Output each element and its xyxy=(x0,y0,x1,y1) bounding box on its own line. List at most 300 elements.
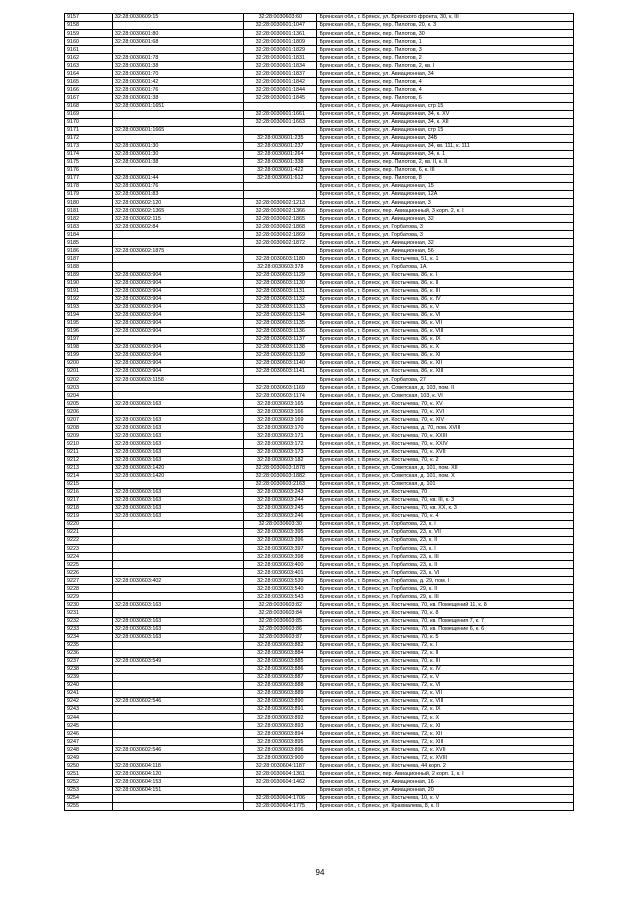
address-cell: Брянская обл., г. Брянск, пер. Авиационный, 3 корп. 2, к. I xyxy=(317,207,574,215)
land-cadastral-number-cell: 32:28:0030603:163 xyxy=(112,424,243,432)
land-cadastral-number-cell: 32:28:0030601:68 xyxy=(112,38,243,46)
table-row xyxy=(65,118,574,126)
object-cadastral-number-cell: 32:28:0030604:1462 xyxy=(244,778,317,786)
address-cell: Брянская обл., г. Брянск, ул. Горбатова, 23, к. I xyxy=(317,520,574,528)
table-row xyxy=(65,174,574,182)
row-number-cell: 9241 xyxy=(65,689,113,697)
object-cadastral-number-cell: 32:28:0030602:1872 xyxy=(244,239,317,247)
land-cadastral-number-cell xyxy=(112,134,243,142)
row-number-cell: 9168 xyxy=(65,102,113,110)
row-number-cell: 9197 xyxy=(65,335,113,343)
object-cadastral-number-cell: 32:28:0030601:1663 xyxy=(244,118,317,126)
row-number-cell: 9215 xyxy=(65,480,113,488)
object-cadastral-number-cell: 32:28:0030604:1187 xyxy=(244,762,317,770)
address-cell: Брянская обл., г. Брянск, ул. Костычева, 72, к. I xyxy=(317,641,574,649)
object-cadastral-number-cell: 32:28:0030604:1775 xyxy=(244,802,317,810)
land-cadastral-number-cell: 32:28:0030603:163 xyxy=(112,496,243,504)
address-cell: Брянская обл., г. Брянск, ул. Авиационная, 32 xyxy=(317,239,574,247)
object-cadastral-number-cell: 32:28:0030603:165 xyxy=(244,400,317,408)
object-cadastral-number-cell: 32:28:0030601:1809 xyxy=(244,38,317,46)
table-row xyxy=(65,786,574,794)
object-cadastral-number-cell: 32:28:0030603:182 xyxy=(244,456,317,464)
address-cell: Брянская обл., г. Брянск, пер. Пилотов, 1 xyxy=(317,38,574,46)
object-cadastral-number-cell: 32:28:0030601:612 xyxy=(244,174,317,182)
land-cadastral-number-cell: 32:28:0030603:163 xyxy=(112,488,243,496)
row-number-cell: 9162 xyxy=(65,54,113,62)
address-cell: Брянская обл., г. Брянск, ул. Костычева, 72, к. V xyxy=(317,673,574,681)
object-cadastral-number-cell: 32:28:0030602:1865 xyxy=(244,215,317,223)
object-cadastral-number-cell: 32:28:0030601:235 xyxy=(244,134,317,142)
object-cadastral-number-cell: 32:28:0030604:1361 xyxy=(244,770,317,778)
table-row xyxy=(65,657,574,665)
land-cadastral-number-cell: 32:28:0030603:163 xyxy=(112,504,243,512)
address-cell: Брянская обл., г. Брянск, ул. Горбатова, 1А xyxy=(317,263,574,271)
address-cell: Брянская обл., г. Брянск, ул. Горбатова, 3 xyxy=(317,223,574,231)
object-cadastral-number-cell: 32:28:0030603:882 xyxy=(244,641,317,649)
row-number-cell: 9167 xyxy=(65,94,113,102)
address-cell: Брянская обл., г. Брянск, ул. Костычева, 86, к. II xyxy=(317,279,574,287)
address-cell: Брянская обл., г. Брянск, ул. Костычева, 70, к. 4 xyxy=(317,512,574,520)
address-cell: Брянская обл., г. Брянск, ул. Костычева, 72, к. IX xyxy=(317,706,574,714)
address-cell: Брянская обл., г. Брянск, ул. Советская, д. 103, пом. II xyxy=(317,384,574,392)
row-number-cell: 9198 xyxy=(65,343,113,351)
table-row xyxy=(65,62,574,70)
row-number-cell: 9237 xyxy=(65,657,113,665)
land-cadastral-number-cell: 32:28:0030603:904 xyxy=(112,368,243,376)
object-cadastral-number-cell: 32:28:0030603:1882 xyxy=(244,472,317,480)
land-cadastral-number-cell: 32:28:0030603:163 xyxy=(112,633,243,641)
land-cadastral-number-cell: 32:28:0030603:904 xyxy=(112,360,243,368)
table-row xyxy=(65,295,574,303)
row-number-cell: 9157 xyxy=(65,14,113,22)
object-cadastral-number-cell: 32:28:0030603:892 xyxy=(244,714,317,722)
land-cadastral-number-cell: 32:28:0030603:904 xyxy=(112,287,243,295)
land-cadastral-number-cell xyxy=(112,802,243,810)
row-number-cell: 9174 xyxy=(65,150,113,158)
address-cell: Брянская обл., г. Брянск, ул. Костычева, 86, к. III xyxy=(317,287,574,295)
address-cell: Брянская обл., г. Брянск, ул. Костычева, 86, к. IV xyxy=(317,295,574,303)
object-cadastral-number-cell: 32:28:0030603:397 xyxy=(244,545,317,553)
table-row xyxy=(65,617,574,625)
object-cadastral-number-cell: 32:28:0030601:1844 xyxy=(244,86,317,94)
land-cadastral-number-cell xyxy=(112,794,243,802)
address-cell: Брянская обл., г. Брянск, ул. Горбатова, 23, к. VII xyxy=(317,529,574,537)
object-cadastral-number-cell: 32:28:0030603:1133 xyxy=(244,303,317,311)
table-row xyxy=(65,673,574,681)
table-row xyxy=(65,593,574,601)
address-cell: Брянская обл., г. Брянск, ул. Костычева, 72, к. X xyxy=(317,714,574,722)
table-row xyxy=(65,247,574,255)
land-cadastral-number-cell xyxy=(112,585,243,593)
object-cadastral-number-cell: 32:28:0030603:245 xyxy=(244,504,317,512)
row-number-cell: 9219 xyxy=(65,512,113,520)
table-row xyxy=(65,351,574,359)
table-row xyxy=(65,215,574,223)
land-cadastral-number-cell: 32:28:0030603:904 xyxy=(112,327,243,335)
table-row xyxy=(65,360,574,368)
object-cadastral-number-cell: 32:28:0030603:169 xyxy=(244,416,317,424)
land-cadastral-number-cell: 32:28:0030603:904 xyxy=(112,343,243,351)
land-cadastral-number-cell xyxy=(112,545,243,553)
address-cell: Брянская обл., г. Брянск, ул. Авиационная, 15 xyxy=(317,182,574,190)
table-row xyxy=(65,738,574,746)
land-cadastral-number-cell: 32:28:0030603:904 xyxy=(112,303,243,311)
address-cell: Брянская обл., г. Брянск, ул. Костычева, 70 xyxy=(317,488,574,496)
table-row xyxy=(65,311,574,319)
object-cadastral-number-cell: 32:28:0030601:264 xyxy=(244,150,317,158)
object-cadastral-number-cell: 32:28:0030601:1831 xyxy=(244,54,317,62)
row-number-cell: 9208 xyxy=(65,424,113,432)
table-row xyxy=(65,456,574,464)
table-row xyxy=(65,327,574,335)
object-cadastral-number-cell: 32:28:0030603:895 xyxy=(244,738,317,746)
row-number-cell: 9203 xyxy=(65,384,113,392)
address-cell: Брянская обл., г. Брянск, ул. Авиационная, 12А xyxy=(317,191,574,199)
object-cadastral-number-cell: 32:28:0030603:893 xyxy=(244,722,317,730)
row-number-cell: 9188 xyxy=(65,263,113,271)
address-cell: Брянская обл., г. Брянск, ул. Костычева, 86, к. VI xyxy=(317,311,574,319)
object-cadastral-number-cell: 32:28:0030601:338 xyxy=(244,158,317,166)
land-cadastral-number-cell xyxy=(112,520,243,528)
table-row xyxy=(65,416,574,424)
address-cell: Брянская обл., г. Брянск, ул. Костычева, 70, к. 8 xyxy=(317,609,574,617)
table-row xyxy=(65,46,574,54)
table-row xyxy=(65,770,574,778)
object-cadastral-number-cell: 32:28:0030603:540 xyxy=(244,585,317,593)
row-number-cell: 9245 xyxy=(65,722,113,730)
row-number-cell: 9244 xyxy=(65,714,113,722)
object-cadastral-number-cell: 32:28:0030603:885 xyxy=(244,657,317,665)
object-cadastral-number-cell xyxy=(244,126,317,134)
table-row xyxy=(65,633,574,641)
address-cell: Брянская обл., г. Брянск, ул. Авиационная, 34, к. XV xyxy=(317,110,574,118)
address-cell: Брянская обл., г. Брянск, ул. Костычева, 72, к. IV xyxy=(317,665,574,673)
address-cell: Брянская обл., г. Брянск, ул. Костычева, 86, к. XII xyxy=(317,360,574,368)
address-cell: Брянская обл., г. Брянск, ул. Горбатова, 23, к. VI xyxy=(317,569,574,577)
table-row xyxy=(65,231,574,239)
address-cell: Брянская обл., г. Брянск, ул. Костычева, 86, к. XI xyxy=(317,351,574,359)
land-cadastral-number-cell xyxy=(112,255,243,263)
land-cadastral-number-cell: 32:28:0030603:163 xyxy=(112,512,243,520)
row-number-cell: 9218 xyxy=(65,504,113,512)
object-cadastral-number-cell: 32:28:0030603:1180 xyxy=(244,255,317,263)
row-number-cell: 9240 xyxy=(65,681,113,689)
land-cadastral-number-cell: 32:28:0030601:44 xyxy=(112,174,243,182)
land-cadastral-number-cell xyxy=(112,689,243,697)
table-row xyxy=(65,303,574,311)
row-number-cell: 9180 xyxy=(65,199,113,207)
address-cell: Брянская обл., г. Брянск, ул. Костычева, 70, кв. XX, к. 3 xyxy=(317,504,574,512)
land-cadastral-number-cell: 32:28:0030601:76 xyxy=(112,86,243,94)
address-cell: Брянская обл., г. Брянск, ул. Горбатова, 29, к. III xyxy=(317,593,574,601)
table-row xyxy=(65,625,574,633)
row-number-cell: 9179 xyxy=(65,191,113,199)
land-cadastral-number-cell xyxy=(112,166,243,174)
table-row xyxy=(65,746,574,754)
object-cadastral-number-cell: 32:28:0030603:1138 xyxy=(244,343,317,351)
row-number-cell: 9201 xyxy=(65,368,113,376)
address-cell: Брянская обл., г. Брянск, ул. Костычева, 72, к. XVII xyxy=(317,746,574,754)
address-cell: Брянская обл., г. Брянск, пер. Пилотов, 2, кв. II, к. II xyxy=(317,158,574,166)
table-row xyxy=(65,794,574,802)
table-row xyxy=(65,641,574,649)
object-cadastral-number-cell: 32:28:0030603:60 xyxy=(244,14,317,22)
row-number-cell: 9206 xyxy=(65,408,113,416)
object-cadastral-number-cell: 32:28:0030603:398 xyxy=(244,553,317,561)
table-row xyxy=(65,191,574,199)
object-cadastral-number-cell: 32:28:0030603:170 xyxy=(244,424,317,432)
table-row xyxy=(65,424,574,432)
land-cadastral-number-cell: 32:28:0030601:38 xyxy=(112,158,243,166)
land-cadastral-number-cell: 32:28:0030603:163 xyxy=(112,440,243,448)
row-number-cell: 9235 xyxy=(65,641,113,649)
table-row xyxy=(65,448,574,456)
land-cadastral-number-cell xyxy=(112,46,243,54)
address-cell: Брянская обл., г. Брянск, ул. Костычева, 70, кв. Помещений 11, к. 8 xyxy=(317,601,574,609)
table-row xyxy=(65,54,574,62)
row-number-cell: 9165 xyxy=(65,78,113,86)
table-row xyxy=(65,432,574,440)
table-row xyxy=(65,110,574,118)
table-row xyxy=(65,537,574,545)
row-number-cell: 9228 xyxy=(65,585,113,593)
object-cadastral-number-cell: 32:28:0030601:1361 xyxy=(244,30,317,38)
table-row xyxy=(65,207,574,215)
row-number-cell: 9242 xyxy=(65,697,113,705)
address-cell: Брянская обл., г. Брянск, ул. Советская, д. 101, пом. XII xyxy=(317,464,574,472)
land-cadastral-number-cell: 32:28:0030603:904 xyxy=(112,271,243,279)
land-cadastral-number-cell xyxy=(112,529,243,537)
land-cadastral-number-cell xyxy=(112,384,243,392)
row-number-cell: 9251 xyxy=(65,770,113,778)
row-number-cell: 9253 xyxy=(65,786,113,794)
land-cadastral-number-cell: 32:28:0030603:163 xyxy=(112,432,243,440)
table-row xyxy=(65,464,574,472)
table-row xyxy=(65,706,574,714)
address-cell: Брянская обл., г. Брянск, ул. Костычева, 44 корп. 2 xyxy=(317,762,574,770)
row-number-cell: 9184 xyxy=(65,231,113,239)
row-number-cell: 9224 xyxy=(65,553,113,561)
table-row xyxy=(65,601,574,609)
row-number-cell: 9182 xyxy=(65,215,113,223)
row-number-cell: 9246 xyxy=(65,730,113,738)
address-cell: Брянская обл., г. Брянск, ул. Костычева, 72, к. VIII xyxy=(317,697,574,705)
table-row xyxy=(65,488,574,496)
row-number-cell: 9170 xyxy=(65,118,113,126)
row-number-cell: 9192 xyxy=(65,295,113,303)
address-cell: Брянская обл., г. Брянск, ул. Костычева, 86, к. VII xyxy=(317,319,574,327)
address-cell: Брянская обл., г. Брянск, ул. Авиационная, 34 xyxy=(317,70,574,78)
address-cell: Брянская обл., г. Брянск, ул. Советская, д. 101, пом. X xyxy=(317,472,574,480)
land-cadastral-number-cell xyxy=(112,537,243,545)
table-row xyxy=(65,553,574,561)
table-row xyxy=(65,287,574,295)
row-number-cell: 9232 xyxy=(65,617,113,625)
row-number-cell: 9211 xyxy=(65,448,113,456)
table-row xyxy=(65,343,574,351)
table-row xyxy=(65,569,574,577)
land-cadastral-number-cell: 32:28:0030602:1875 xyxy=(112,247,243,255)
object-cadastral-number-cell: 32:28:0030603:1135 xyxy=(244,319,317,327)
object-cadastral-number-cell: 32:28:0030603:1137 xyxy=(244,335,317,343)
row-number-cell: 9205 xyxy=(65,400,113,408)
row-number-cell: 9255 xyxy=(65,802,113,810)
address-cell: Брянская обл., г. Брянск, пер. Пилотов, 6, к. III xyxy=(317,166,574,174)
object-cadastral-number-cell: 32:28:0030603:86 xyxy=(244,625,317,633)
row-number-cell: 9189 xyxy=(65,271,113,279)
land-cadastral-number-cell: 32:28:0030601:1665 xyxy=(112,126,243,134)
land-cadastral-number-cell: 32:28:0030603:163 xyxy=(112,601,243,609)
table-row xyxy=(65,697,574,705)
land-cadastral-number-cell: 32:28:0030603:549 xyxy=(112,657,243,665)
land-cadastral-number-cell: 32:28:0030609:15 xyxy=(112,14,243,22)
object-cadastral-number-cell: 32:28:0030603:87 xyxy=(244,633,317,641)
object-cadastral-number-cell xyxy=(244,786,317,794)
table-row xyxy=(65,392,574,400)
land-cadastral-number-cell: 32:28:0030602:546 xyxy=(112,697,243,705)
object-cadastral-number-cell xyxy=(244,247,317,255)
table-row xyxy=(65,400,574,408)
address-cell: Брянская обл., г. Брянск, ул. Костычева, 70, кв. Помещения 7, к. 7 xyxy=(317,617,574,625)
land-cadastral-number-cell: 32:28:0030601:70 xyxy=(112,70,243,78)
land-cadastral-number-cell: 32:28:0030601:83 xyxy=(112,191,243,199)
object-cadastral-number-cell: 32:28:0030603:395 xyxy=(244,529,317,537)
land-cadastral-number-cell: 32:28:0030603:163 xyxy=(112,448,243,456)
row-number-cell: 9163 xyxy=(65,62,113,70)
land-cadastral-number-cell xyxy=(112,408,243,416)
object-cadastral-number-cell: 32:28:0030603:378 xyxy=(244,263,317,271)
table-row xyxy=(65,778,574,786)
row-number-cell: 9186 xyxy=(65,247,113,255)
table-row xyxy=(65,150,574,158)
object-cadastral-number-cell: 32:28:0030603:30 xyxy=(244,520,317,528)
row-number-cell: 9207 xyxy=(65,416,113,424)
object-cadastral-number-cell: 32:28:0030603:1134 xyxy=(244,311,317,319)
object-cadastral-number-cell: 32:28:0030603:1878 xyxy=(244,464,317,472)
table-row xyxy=(65,609,574,617)
object-cadastral-number-cell: 32:28:0030601:422 xyxy=(244,166,317,174)
land-cadastral-number-cell: 32:28:0030603:904 xyxy=(112,319,243,327)
row-number-cell: 9172 xyxy=(65,134,113,142)
row-number-cell: 9171 xyxy=(65,126,113,134)
address-cell: Брянская обл., г. Брянск, ул. Костычева, 72, к. XII xyxy=(317,730,574,738)
address-cell: Брянская обл., г. Брянск, ул. Костычева, 70, к. 2 xyxy=(317,456,574,464)
address-cell: Брянская обл., г. Брянск, ул. Авиационная, 16 xyxy=(317,778,574,786)
land-cadastral-number-cell xyxy=(112,641,243,649)
object-cadastral-number-cell: 32:28:0030603:1139 xyxy=(244,351,317,359)
object-cadastral-number-cell: 32:28:0030601:1661 xyxy=(244,110,317,118)
address-cell: Брянская обл., г. Брянск, ул. Советская, д. 101 xyxy=(317,480,574,488)
object-cadastral-number-cell: 32:28:0030603:1129 xyxy=(244,271,317,279)
address-cell: Брянская обл., г. Брянск, ул. Костычева, 72, к. II xyxy=(317,649,574,657)
table-row xyxy=(65,408,574,416)
register-table-body xyxy=(65,14,574,811)
land-cadastral-number-cell xyxy=(112,593,243,601)
address-cell: Брянская обл., г. Брянск, ул. Брянского фронта, 30, к. III xyxy=(317,14,574,22)
table-row xyxy=(65,577,574,585)
address-cell: Брянская обл., г. Брянск, ул. Костычева, 70, к. XIV xyxy=(317,416,574,424)
land-cadastral-number-cell: 32:28:0030601:76 xyxy=(112,182,243,190)
land-cadastral-number-cell xyxy=(112,649,243,657)
land-cadastral-number-cell: 32:28:0030602:1365 xyxy=(112,207,243,215)
row-number-cell: 9239 xyxy=(65,673,113,681)
object-cadastral-number-cell: 32:28:0030603:84 xyxy=(244,609,317,617)
object-cadastral-number-cell: 32:28:0030603:543 xyxy=(244,593,317,601)
object-cadastral-number-cell: 32:28:0030602:1366 xyxy=(244,207,317,215)
table-row xyxy=(65,134,574,142)
table-row xyxy=(65,512,574,520)
address-cell: Брянская обл., г. Брянск, ул. Горбатова, 29, к. II xyxy=(317,585,574,593)
address-cell: Брянская обл., г. Брянск, ул. Авиационная, 3 xyxy=(317,199,574,207)
table-row xyxy=(65,504,574,512)
object-cadastral-number-cell: 32:28:0030603:2163 xyxy=(244,480,317,488)
land-cadastral-number-cell: 32:28:0030601:78 xyxy=(112,54,243,62)
row-number-cell: 9176 xyxy=(65,166,113,174)
land-cadastral-number-cell: 32:28:0030604:118 xyxy=(112,762,243,770)
address-cell: Брянская обл., г. Брянск, ул. Авиационная, 34, кв. 111, к. 111 xyxy=(317,142,574,150)
land-cadastral-number-cell: 32:28:0030603:1158 xyxy=(112,376,243,384)
row-number-cell: 9177 xyxy=(65,174,113,182)
row-number-cell: 9238 xyxy=(65,665,113,673)
address-cell: Брянская обл., г. Брянск, ул. Горбатова, 23, к. III xyxy=(317,553,574,561)
address-cell: Брянская обл., г. Брянск, ул. Костычева, 70, к. XVI xyxy=(317,408,574,416)
row-number-cell: 9212 xyxy=(65,456,113,464)
land-cadastral-number-cell: 32:28:0030601:38 xyxy=(112,94,243,102)
row-number-cell: 9250 xyxy=(65,762,113,770)
object-cadastral-number-cell: 32:28:0030603:894 xyxy=(244,730,317,738)
address-cell: Брянская обл., г. Брянск, ул. Советская, 103, к. VI xyxy=(317,392,574,400)
object-cadastral-number-cell: 32:28:0030603:396 xyxy=(244,537,317,545)
row-number-cell: 9160 xyxy=(65,38,113,46)
land-cadastral-number-cell: 32:28:0030601:38 xyxy=(112,62,243,70)
land-cadastral-number-cell: 32:28:0030602:546 xyxy=(112,746,243,754)
table-row xyxy=(65,561,574,569)
land-cadastral-number-cell: 32:28:0030603:904 xyxy=(112,351,243,359)
address-cell: Брянская обл., г. Брянск, ул. Костычева, 70, к. XVII xyxy=(317,448,574,456)
row-number-cell: 9166 xyxy=(65,86,113,94)
object-cadastral-number-cell: 32:28:0030603:888 xyxy=(244,681,317,689)
table-row xyxy=(65,22,574,30)
table-row xyxy=(65,335,574,343)
land-cadastral-number-cell xyxy=(112,754,243,762)
address-cell: Брянская обл., г. Брянск, ул. Костычева, 86, к. IX xyxy=(317,335,574,343)
land-cadastral-number-cell: 32:28:0030603:163 xyxy=(112,617,243,625)
row-number-cell: 9202 xyxy=(65,376,113,384)
row-number-cell: 9243 xyxy=(65,706,113,714)
address-cell: Брянская обл., г. Брянск, ул. Костычева, 70, кв. Помещение 6, к. 6 xyxy=(317,625,574,633)
table-row xyxy=(65,319,574,327)
address-cell: Брянская обл., г. Брянск, ул. Крахмалева, 8, к. II xyxy=(317,802,574,810)
address-cell: Брянская обл., г. Брянск, пер. Авиационный, 2 корп. 1, к. I xyxy=(317,770,574,778)
land-cadastral-number-cell xyxy=(112,392,243,400)
address-cell: Брянская обл., г. Брянск, пер. Пилотов, 2 xyxy=(317,54,574,62)
table-row xyxy=(65,376,574,384)
object-cadastral-number-cell: 32:28:0030603:891 xyxy=(244,706,317,714)
address-cell: Брянская обл., г. Брянск, ул. Костычева, 86, к. X xyxy=(317,343,574,351)
object-cadastral-number-cell: 32:28:0030603:1132 xyxy=(244,295,317,303)
land-cadastral-number-cell xyxy=(112,480,243,488)
table-row xyxy=(65,585,574,593)
row-number-cell: 9204 xyxy=(65,392,113,400)
row-number-cell: 9181 xyxy=(65,207,113,215)
address-cell: Брянская обл., г. Брянск, ул. Костычева, 86, к. VIII xyxy=(317,327,574,335)
row-number-cell: 9230 xyxy=(65,601,113,609)
land-cadastral-number-cell: 32:28:0030603:163 xyxy=(112,400,243,408)
address-cell: Брянская обл., г. Брянск, ул. Костычева, 86, к. I xyxy=(317,271,574,279)
object-cadastral-number-cell: 32:28:0030601:237 xyxy=(244,142,317,150)
object-cadastral-number-cell: 32:28:0030603:401 xyxy=(244,569,317,577)
address-cell: Брянская обл., г. Брянск, ул. Костычева, 10, к. V xyxy=(317,794,574,802)
